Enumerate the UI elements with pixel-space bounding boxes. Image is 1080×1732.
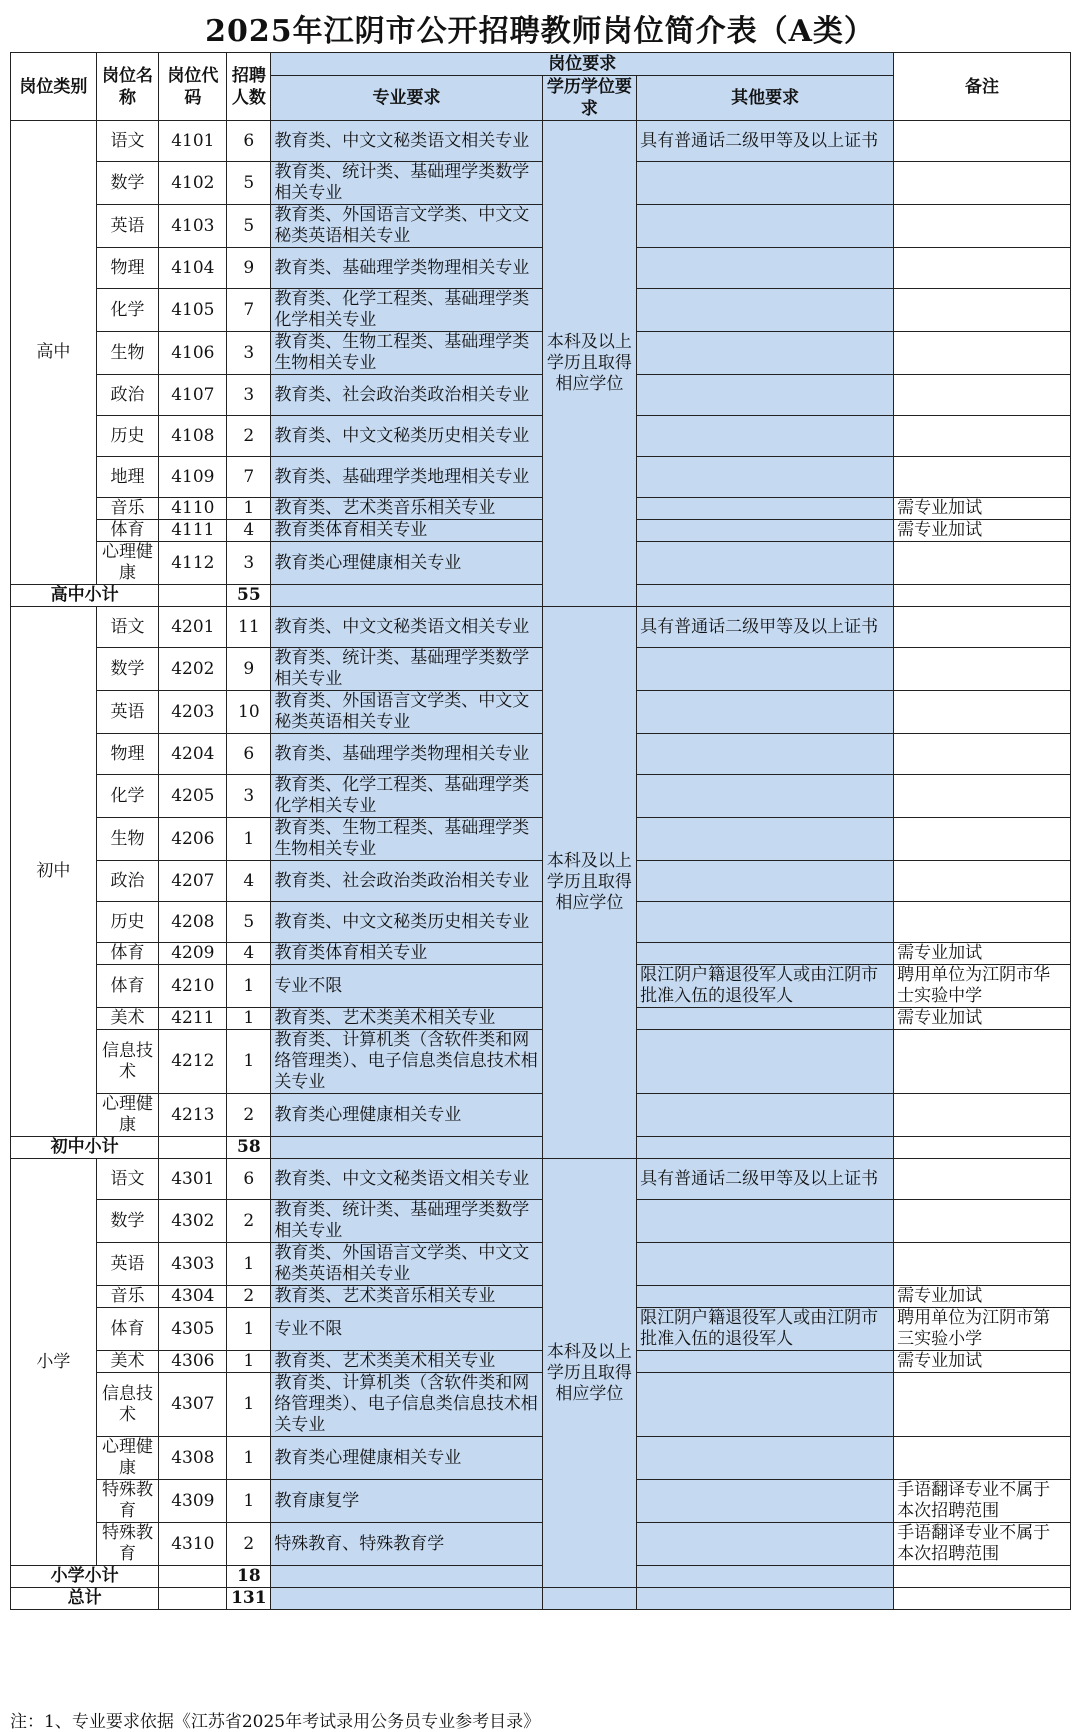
major-requirement-cell: 教育类体育相关专业 bbox=[271, 520, 542, 542]
other-requirement-cell: 具有普通话二级甲等及以上证书 bbox=[637, 121, 894, 162]
major-requirement-cell: 教育类、外国语言文学类、中文文秘类英语相关专业 bbox=[271, 205, 542, 248]
remark-cell: 聘用单位为江阴市华士实验中学 bbox=[894, 965, 1071, 1008]
major-requirement-cell: 专业不限 bbox=[271, 965, 542, 1008]
other-requirement-cell bbox=[637, 648, 894, 691]
major-requirement-cell: 教育类、统计类、基础理学类数学相关专业 bbox=[271, 648, 542, 691]
major-requirement-cell: 教育类体育相关专业 bbox=[271, 943, 542, 965]
major-requirement-cell: 教育类、基础理学类物理相关专业 bbox=[271, 248, 542, 289]
position-code-cell: 4206 bbox=[159, 818, 227, 861]
position-name-cell: 数学 bbox=[96, 162, 159, 205]
subtotal-value: 55 bbox=[227, 585, 271, 607]
category-cell: 高中 bbox=[11, 121, 97, 585]
position-name-cell: 信息技术 bbox=[96, 1373, 159, 1437]
position-code-cell: 4309 bbox=[159, 1480, 227, 1523]
other-requirement-cell bbox=[637, 1480, 894, 1523]
position-code-cell: 4211 bbox=[159, 1008, 227, 1030]
table-row bbox=[11, 818, 1071, 861]
position-code-cell: 4106 bbox=[159, 332, 227, 375]
position-code-cell: 4201 bbox=[159, 607, 227, 648]
remark-cell bbox=[894, 375, 1071, 416]
header-major: 专业要求 bbox=[271, 76, 542, 121]
subtotal-row bbox=[11, 1566, 1071, 1588]
table-row bbox=[11, 1243, 1071, 1286]
position-name-cell: 生物 bbox=[96, 818, 159, 861]
position-name-cell: 特殊教育 bbox=[96, 1523, 159, 1566]
position-name-cell: 语文 bbox=[96, 1159, 159, 1200]
position-code-cell: 4205 bbox=[159, 775, 227, 818]
position-code-cell: 4308 bbox=[159, 1437, 227, 1480]
position-code-cell: 4202 bbox=[159, 648, 227, 691]
position-name-cell: 英语 bbox=[96, 205, 159, 248]
subtotal-other-blank bbox=[637, 1566, 894, 1588]
major-requirement-cell: 教育类、中文文秘类历史相关专业 bbox=[271, 416, 542, 457]
table-row bbox=[11, 1523, 1071, 1566]
remark-cell: 需专业加试 bbox=[894, 943, 1071, 965]
recruit-count-cell: 1 bbox=[227, 965, 271, 1008]
table-row bbox=[11, 1286, 1071, 1308]
recruit-count-cell: 3 bbox=[227, 542, 271, 585]
remark-cell: 手语翻译专业不属于本次招聘范围 bbox=[894, 1523, 1071, 1566]
position-code-cell: 4302 bbox=[159, 1200, 227, 1243]
position-code-cell: 4111 bbox=[159, 520, 227, 542]
page-title: 2025年江阴市公开招聘教师岗位简介表（A类） bbox=[205, 14, 875, 49]
recruit-count-cell: 9 bbox=[227, 248, 271, 289]
major-requirement-cell: 特殊教育、特殊教育学 bbox=[271, 1523, 542, 1566]
recruit-count-cell: 3 bbox=[227, 375, 271, 416]
remark-cell bbox=[894, 416, 1071, 457]
remark-cell bbox=[894, 1159, 1071, 1200]
position-name-cell: 信息技术 bbox=[96, 1030, 159, 1094]
subtotal-row bbox=[11, 585, 1071, 607]
table-row bbox=[11, 1437, 1071, 1480]
remark-cell bbox=[894, 121, 1071, 162]
position-code-cell: 4203 bbox=[159, 691, 227, 734]
major-requirement-cell: 教育类、艺术类音乐相关专业 bbox=[271, 1286, 542, 1308]
position-name-cell: 语文 bbox=[96, 607, 159, 648]
other-requirement-cell bbox=[637, 498, 894, 520]
header-name: 岗位名称 bbox=[96, 53, 159, 121]
recruit-count-cell: 1 bbox=[227, 1243, 271, 1286]
remark-cell bbox=[894, 1200, 1071, 1243]
position-code-cell: 4204 bbox=[159, 734, 227, 775]
position-code-cell: 4307 bbox=[159, 1373, 227, 1437]
recruit-count-cell: 4 bbox=[227, 861, 271, 902]
positions-table bbox=[10, 52, 1071, 1610]
subtotal-label: 小学小计 bbox=[11, 1566, 159, 1588]
position-code-cell: 4304 bbox=[159, 1286, 227, 1308]
recruit-count-cell: 4 bbox=[227, 520, 271, 542]
position-name-cell: 体育 bbox=[96, 520, 159, 542]
major-requirement-cell: 专业不限 bbox=[271, 1308, 542, 1351]
table-row bbox=[11, 861, 1071, 902]
table-body bbox=[11, 121, 1071, 1610]
header-requirements: 岗位要求 bbox=[271, 53, 894, 76]
category-cell: 初中 bbox=[11, 607, 97, 1137]
other-requirement-cell bbox=[637, 1286, 894, 1308]
other-requirement-cell bbox=[637, 542, 894, 585]
subtotal-remark-blank bbox=[894, 1137, 1071, 1159]
other-requirement-cell: 具有普通话二级甲等及以上证书 bbox=[637, 607, 894, 648]
position-name-cell: 美术 bbox=[96, 1008, 159, 1030]
table-row bbox=[11, 205, 1071, 248]
other-requirement-cell bbox=[637, 1008, 894, 1030]
position-code-cell: 4108 bbox=[159, 416, 227, 457]
remark-cell bbox=[894, 332, 1071, 375]
major-requirement-cell: 教育类、计算机类（含软件类和网络管理类）、电子信息类信息技术相关专业 bbox=[271, 1030, 542, 1094]
major-requirement-cell: 教育类、中文文秘类历史相关专业 bbox=[271, 902, 542, 943]
table-row bbox=[11, 1159, 1071, 1200]
category-cell: 小学 bbox=[11, 1159, 97, 1566]
remark-cell bbox=[894, 205, 1071, 248]
education-requirement-cell: 本科及以上学历且取得相应学位 bbox=[542, 121, 636, 607]
recruit-count-cell: 5 bbox=[227, 902, 271, 943]
header-code: 岗位代码 bbox=[159, 53, 227, 121]
recruit-count-cell: 2 bbox=[227, 1200, 271, 1243]
total-education-blank bbox=[542, 1588, 636, 1610]
position-code-cell: 4303 bbox=[159, 1243, 227, 1286]
table-row bbox=[11, 734, 1071, 775]
recruit-count-cell: 4 bbox=[227, 943, 271, 965]
table-row bbox=[11, 965, 1071, 1008]
major-requirement-cell: 教育类、社会政治类政治相关专业 bbox=[271, 861, 542, 902]
header-category: 岗位类别 bbox=[11, 53, 97, 121]
position-name-cell: 英语 bbox=[96, 1243, 159, 1286]
major-requirement-cell: 教育类心理健康相关专业 bbox=[271, 1094, 542, 1137]
recruit-count-cell: 1 bbox=[227, 1351, 271, 1373]
position-name-cell: 政治 bbox=[96, 861, 159, 902]
remark-cell bbox=[894, 861, 1071, 902]
other-requirement-cell bbox=[637, 734, 894, 775]
position-code-cell: 4107 bbox=[159, 375, 227, 416]
remark-cell: 需专业加试 bbox=[894, 498, 1071, 520]
remark-cell: 聘用单位为江阴市第三实验小学 bbox=[894, 1308, 1071, 1351]
recruit-count-cell: 3 bbox=[227, 775, 271, 818]
position-code-cell: 4301 bbox=[159, 1159, 227, 1200]
other-requirement-cell: 具有普通话二级甲等及以上证书 bbox=[637, 1159, 894, 1200]
position-name-cell: 物理 bbox=[96, 734, 159, 775]
position-name-cell: 语文 bbox=[96, 121, 159, 162]
position-code-cell: 4210 bbox=[159, 965, 227, 1008]
table-row bbox=[11, 457, 1071, 498]
subtotal-major-blank bbox=[271, 585, 542, 607]
remark-cell bbox=[894, 1030, 1071, 1094]
position-code-cell: 4306 bbox=[159, 1351, 227, 1373]
remark-cell: 需专业加试 bbox=[894, 1286, 1071, 1308]
remark-cell bbox=[894, 162, 1071, 205]
other-requirement-cell bbox=[637, 248, 894, 289]
remark-cell bbox=[894, 648, 1071, 691]
major-requirement-cell: 教育类心理健康相关专业 bbox=[271, 542, 542, 585]
recruit-count-cell: 9 bbox=[227, 648, 271, 691]
major-requirement-cell: 教育类、艺术类美术相关专业 bbox=[271, 1351, 542, 1373]
major-requirement-cell: 教育类、计算机类（含软件类和网络管理类）、电子信息类信息技术相关专业 bbox=[271, 1373, 542, 1437]
position-name-cell: 数学 bbox=[96, 648, 159, 691]
subtotal-other-blank bbox=[637, 1137, 894, 1159]
major-requirement-cell: 教育类心理健康相关专业 bbox=[271, 1437, 542, 1480]
recruit-count-cell: 2 bbox=[227, 1286, 271, 1308]
recruit-count-cell: 6 bbox=[227, 1159, 271, 1200]
table-row bbox=[11, 1200, 1071, 1243]
recruit-count-cell: 1 bbox=[227, 1437, 271, 1480]
total-row bbox=[11, 1588, 1071, 1610]
position-code-cell: 4101 bbox=[159, 121, 227, 162]
position-name-cell: 音乐 bbox=[96, 1286, 159, 1308]
position-code-cell: 4208 bbox=[159, 902, 227, 943]
remark-cell bbox=[894, 1437, 1071, 1480]
subtotal-label: 初中小计 bbox=[11, 1137, 159, 1159]
other-requirement-cell bbox=[637, 520, 894, 542]
table-row bbox=[11, 542, 1071, 585]
table-row bbox=[11, 162, 1071, 205]
subtotal-value: 58 bbox=[227, 1137, 271, 1159]
position-name-cell: 历史 bbox=[96, 902, 159, 943]
recruit-count-cell: 3 bbox=[227, 332, 271, 375]
footnote: 注：1、专业要求依据《江苏省2025年考试录用公务员专业参考目录》 bbox=[10, 1712, 541, 1732]
position-name-cell: 体育 bbox=[96, 1308, 159, 1351]
subtotal-major-blank bbox=[271, 1566, 542, 1588]
subtotal-label: 高中小计 bbox=[11, 585, 159, 607]
header-count: 招聘人数 bbox=[227, 53, 271, 121]
position-code-cell: 4110 bbox=[159, 498, 227, 520]
position-code-cell: 4102 bbox=[159, 162, 227, 205]
position-name-cell: 化学 bbox=[96, 775, 159, 818]
other-requirement-cell bbox=[637, 457, 894, 498]
subtotal-major-blank bbox=[271, 1137, 542, 1159]
recruit-count-cell: 7 bbox=[227, 457, 271, 498]
other-requirement-cell bbox=[637, 1373, 894, 1437]
major-requirement-cell: 教育类、生物工程类、基础理学类生物相关专业 bbox=[271, 332, 542, 375]
recruit-count-cell: 1 bbox=[227, 1008, 271, 1030]
other-requirement-cell bbox=[637, 289, 894, 332]
recruit-count-cell: 1 bbox=[227, 1030, 271, 1094]
position-code-cell: 4212 bbox=[159, 1030, 227, 1094]
other-requirement-cell: 限江阴户籍退役军人或由江阴市批准入伍的退役军人 bbox=[637, 965, 894, 1008]
position-code-cell: 4207 bbox=[159, 861, 227, 902]
subtotal-spacer bbox=[159, 1137, 227, 1159]
table-row bbox=[11, 1480, 1071, 1523]
position-code-cell: 4103 bbox=[159, 205, 227, 248]
position-code-cell: 4209 bbox=[159, 943, 227, 965]
recruit-count-cell: 7 bbox=[227, 289, 271, 332]
other-requirement-cell bbox=[637, 1437, 894, 1480]
remark-cell bbox=[894, 1373, 1071, 1437]
recruit-count-cell: 5 bbox=[227, 205, 271, 248]
position-name-cell: 美术 bbox=[96, 1351, 159, 1373]
education-requirement-cell: 本科及以上学历且取得相应学位 bbox=[542, 607, 636, 1159]
subtotal-spacer bbox=[159, 1566, 227, 1588]
recruit-count-cell: 1 bbox=[227, 1308, 271, 1351]
position-name-cell: 心理健康 bbox=[96, 1437, 159, 1480]
position-name-cell: 音乐 bbox=[96, 498, 159, 520]
remark-cell bbox=[894, 775, 1071, 818]
other-requirement-cell bbox=[637, 416, 894, 457]
remark-cell bbox=[894, 818, 1071, 861]
major-requirement-cell: 教育类、社会政治类政治相关专业 bbox=[271, 375, 542, 416]
subtotal-spacer bbox=[159, 585, 227, 607]
recruit-count-cell: 5 bbox=[227, 162, 271, 205]
table-row bbox=[11, 1351, 1071, 1373]
major-requirement-cell: 教育类、统计类、基础理学类数学相关专业 bbox=[271, 1200, 542, 1243]
table-row bbox=[11, 1030, 1071, 1094]
table-row bbox=[11, 121, 1071, 162]
position-name-cell: 特殊教育 bbox=[96, 1480, 159, 1523]
remark-cell bbox=[894, 1094, 1071, 1137]
total-label: 总计 bbox=[11, 1588, 159, 1610]
recruit-count-cell: 1 bbox=[227, 498, 271, 520]
education-requirement-cell: 本科及以上学历且取得相应学位 bbox=[542, 1159, 636, 1588]
remark-cell bbox=[894, 248, 1071, 289]
recruit-count-cell: 1 bbox=[227, 818, 271, 861]
recruit-count-cell: 2 bbox=[227, 1523, 271, 1566]
total-value: 131 bbox=[227, 1588, 271, 1610]
table-row bbox=[11, 1373, 1071, 1437]
table-row bbox=[11, 775, 1071, 818]
position-code-cell: 4213 bbox=[159, 1094, 227, 1137]
major-requirement-cell: 教育类、生物工程类、基础理学类生物相关专业 bbox=[271, 818, 542, 861]
subtotal-value: 18 bbox=[227, 1566, 271, 1588]
recruit-count-cell: 1 bbox=[227, 1480, 271, 1523]
table-row bbox=[11, 1008, 1071, 1030]
other-requirement-cell bbox=[637, 775, 894, 818]
subtotal-other-blank bbox=[637, 585, 894, 607]
table-row bbox=[11, 691, 1071, 734]
remark-cell: 需专业加试 bbox=[894, 520, 1071, 542]
major-requirement-cell: 教育类、外国语言文学类、中文文秘类英语相关专业 bbox=[271, 1243, 542, 1286]
remark-cell bbox=[894, 289, 1071, 332]
major-requirement-cell: 教育康复学 bbox=[271, 1480, 542, 1523]
major-requirement-cell: 教育类、化学工程类、基础理学类化学相关专业 bbox=[271, 775, 542, 818]
position-name-cell: 数学 bbox=[96, 1200, 159, 1243]
position-name-cell: 物理 bbox=[96, 248, 159, 289]
table-row bbox=[11, 416, 1071, 457]
position-name-cell: 体育 bbox=[96, 943, 159, 965]
other-requirement-cell bbox=[637, 1094, 894, 1137]
remark-cell bbox=[894, 542, 1071, 585]
recruit-count-cell: 6 bbox=[227, 121, 271, 162]
other-requirement-cell bbox=[637, 162, 894, 205]
major-requirement-cell: 教育类、基础理学类地理相关专业 bbox=[271, 457, 542, 498]
header-education: 学历学位要求 bbox=[542, 76, 636, 121]
total-major-blank bbox=[271, 1588, 542, 1610]
remark-cell: 需专业加试 bbox=[894, 1351, 1071, 1373]
position-code-cell: 4112 bbox=[159, 542, 227, 585]
position-name-cell: 心理健康 bbox=[96, 1094, 159, 1137]
table-row bbox=[11, 332, 1071, 375]
remark-cell bbox=[894, 607, 1071, 648]
remark-cell bbox=[894, 734, 1071, 775]
table-row bbox=[11, 498, 1071, 520]
table-row bbox=[11, 607, 1071, 648]
table-row bbox=[11, 648, 1071, 691]
table-row bbox=[11, 902, 1071, 943]
major-requirement-cell: 教育类、中文文秘类语文相关专业 bbox=[271, 607, 542, 648]
recruit-count-cell: 6 bbox=[227, 734, 271, 775]
remark-cell bbox=[894, 1243, 1071, 1286]
position-name-cell: 历史 bbox=[96, 416, 159, 457]
total-other-blank bbox=[637, 1588, 894, 1610]
major-requirement-cell: 教育类、中文文秘类语文相关专业 bbox=[271, 121, 542, 162]
position-name-cell: 化学 bbox=[96, 289, 159, 332]
position-name-cell: 心理健康 bbox=[96, 542, 159, 585]
position-code-cell: 4105 bbox=[159, 289, 227, 332]
total-remark-blank bbox=[894, 1588, 1071, 1610]
other-requirement-cell: 限江阴户籍退役军人或由江阴市批准入伍的退役军人 bbox=[637, 1308, 894, 1351]
position-name-cell: 政治 bbox=[96, 375, 159, 416]
other-requirement-cell bbox=[637, 818, 894, 861]
major-requirement-cell: 教育类、艺术类音乐相关专业 bbox=[271, 498, 542, 520]
total-spacer bbox=[159, 1588, 227, 1610]
position-name-cell: 生物 bbox=[96, 332, 159, 375]
remark-cell bbox=[894, 691, 1071, 734]
subtotal-row bbox=[11, 1137, 1071, 1159]
other-requirement-cell bbox=[637, 205, 894, 248]
recruit-count-cell: 1 bbox=[227, 1373, 271, 1437]
recruit-count-cell: 10 bbox=[227, 691, 271, 734]
table-row bbox=[11, 289, 1071, 332]
major-requirement-cell: 教育类、基础理学类物理相关专业 bbox=[271, 734, 542, 775]
subtotal-remark-blank bbox=[894, 585, 1071, 607]
major-requirement-cell: 教育类、艺术类美术相关专业 bbox=[271, 1008, 542, 1030]
header-other: 其他要求 bbox=[637, 76, 894, 121]
other-requirement-cell bbox=[637, 1030, 894, 1094]
recruit-count-cell: 11 bbox=[227, 607, 271, 648]
table-row bbox=[11, 943, 1071, 965]
other-requirement-cell bbox=[637, 943, 894, 965]
position-name-cell: 地理 bbox=[96, 457, 159, 498]
other-requirement-cell bbox=[637, 1200, 894, 1243]
major-requirement-cell: 教育类、中文文秘类语文相关专业 bbox=[271, 1159, 542, 1200]
other-requirement-cell bbox=[637, 375, 894, 416]
major-requirement-cell: 教育类、统计类、基础理学类数学相关专业 bbox=[271, 162, 542, 205]
other-requirement-cell bbox=[637, 332, 894, 375]
remark-cell bbox=[894, 457, 1071, 498]
recruit-count-cell: 2 bbox=[227, 1094, 271, 1137]
position-code-cell: 4310 bbox=[159, 1523, 227, 1566]
table-row bbox=[11, 248, 1071, 289]
recruit-count-cell: 2 bbox=[227, 416, 271, 457]
table-row bbox=[11, 520, 1071, 542]
other-requirement-cell bbox=[637, 1351, 894, 1373]
remark-cell: 需专业加试 bbox=[894, 1008, 1071, 1030]
table-row bbox=[11, 375, 1071, 416]
table-row bbox=[11, 1094, 1071, 1137]
position-code-cell: 4109 bbox=[159, 457, 227, 498]
other-requirement-cell bbox=[637, 1243, 894, 1286]
other-requirement-cell bbox=[637, 691, 894, 734]
position-code-cell: 4104 bbox=[159, 248, 227, 289]
position-name-cell: 英语 bbox=[96, 691, 159, 734]
subtotal-remark-blank bbox=[894, 1566, 1071, 1588]
position-name-cell: 体育 bbox=[96, 965, 159, 1008]
table-row bbox=[11, 1308, 1071, 1351]
position-code-cell: 4305 bbox=[159, 1308, 227, 1351]
major-requirement-cell: 教育类、外国语言文学类、中文文秘类英语相关专业 bbox=[271, 691, 542, 734]
remark-cell bbox=[894, 902, 1071, 943]
remark-cell: 手语翻译专业不属于本次招聘范围 bbox=[894, 1480, 1071, 1523]
header-remarks: 备注 bbox=[894, 53, 1071, 121]
other-requirement-cell bbox=[637, 861, 894, 902]
major-requirement-cell: 教育类、化学工程类、基础理学类化学相关专业 bbox=[271, 289, 542, 332]
other-requirement-cell bbox=[637, 1523, 894, 1566]
other-requirement-cell bbox=[637, 902, 894, 943]
